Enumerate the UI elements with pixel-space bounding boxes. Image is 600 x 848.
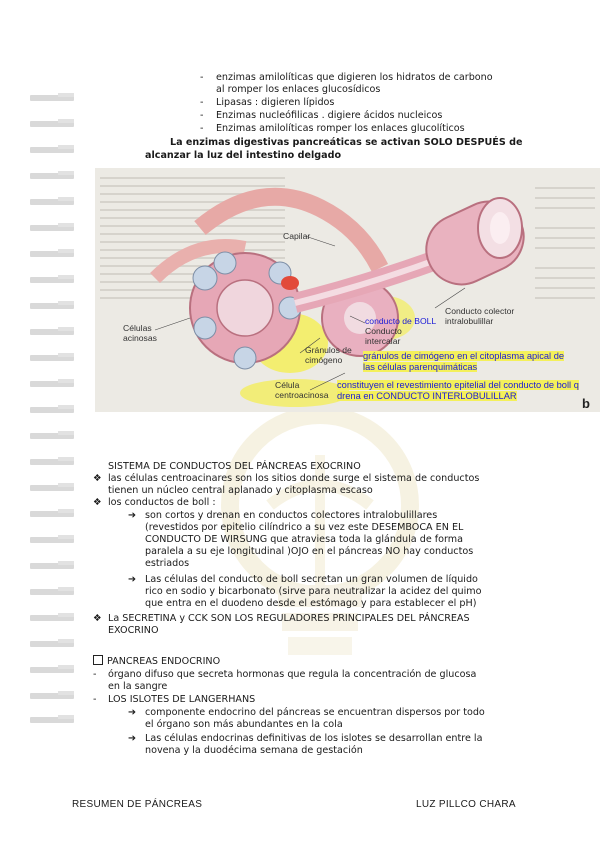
islotes-sub-1-line-2: el órgano son más abundantes en la cola [145,719,343,730]
boll-sub-1-line-4: paralela a su eje longitudinal )OJO en el páncreas NO hay conductos [145,546,474,557]
islotes-sub-1-line-1: componente endocrino del páncreas se encuentran dispersos por todo [145,707,485,718]
boll-sub-1-line-3: CONDUCTO DE WIRSUNG que atraviesa toda la glándula de forma [145,534,464,545]
arrow-right-icon: ➔ [128,574,137,585]
label-celula-centroacinosa: Célula centroacinosa [275,380,329,400]
dash-marker: - [200,123,204,134]
islotes-sub-2-line-1: Las células endocrinas definitivas de los islotes se desarrollan entre la [145,733,483,744]
note-line-1: La enzimas digestivas pancreáticas se activan SOLO DESPUÉS de [170,137,523,148]
dash-marker: - [93,694,97,705]
boll-sub-1-line-2: (revestidos por epitelio cilíndrico a su vez este DESEMBOCA EN EL [145,522,464,533]
boll-sub-2-line-2: rico en sodio y bicarbonato (sirve para neutralizar la acidez del quimo [145,586,482,597]
annotation-granulos-line-2: las células parenquimáticas [363,362,478,372]
dash-marker: - [93,669,97,680]
arrow-right-icon: ➔ [128,733,137,744]
label-conducto-intercalar: Conducto intercalar [365,326,402,346]
endocrino-item-1-line-2: en la sangre [108,681,168,692]
figure-panel-letter: b [582,396,590,411]
boll-sub-2-line-1: Las células del conducto de boll secretan un gran volumen de líquido [145,574,478,585]
top-list-item-3: Enzimas nucleófilicas . digiere ácidos nucleicos [216,110,443,121]
exocrino-bullet-1-line-1: las células centroacinares son los sitios donde surge el sistema de conductos [108,473,480,484]
section-title-exocrino: SISTEMA DE CONDUCTOS DEL PÁNCREAS EXOCRINO [108,461,361,472]
label-conducto-boll: conducto de BOLL [365,316,437,326]
diamond-bullet-icon: ❖ [93,473,102,484]
top-list-item-4: Enzimas amilolíticas romper los enlaces glucolíticos [216,123,465,134]
diamond-bullet-icon: ❖ [93,613,102,624]
islotes-sub-2-line-2: novena y la duodécima semana de gestación [145,745,363,756]
exocrino-bullet-3-line-1: La SECRETINA y CCK SON LOS REGULADORES PRINCIPALES DEL PÁNCREAS [108,613,470,624]
dash-marker: - [200,72,204,83]
arrow-right-icon: ➔ [128,707,137,718]
annotation-granulos-line-1: gránulos de cimógeno en el citoplasma apical de [363,351,565,361]
label-conducto-colector: Conducto colector intralobulillar [445,306,515,326]
label-celulas-acinosas: Células acinosas [123,323,157,343]
exocrino-bullet-2: los conductos de boll : [108,497,216,508]
footer-right: LUZ PILLCO CHARA [416,799,516,810]
label-capilar: Capilar [283,231,311,241]
exocrino-bullet-1-line-2: tienen un núcleo central aplanado y citoplasma escaso [108,485,373,496]
exocrino-bullet-3-line-2: EXOCRINO [108,625,159,636]
footer-left: RESUMEN DE PÁNCREAS [72,799,203,810]
acinus-illustration [95,168,600,412]
dash-marker: - [200,97,204,108]
endocrino-item-1-line-1: órgano difuso que secreta hormonas que regula la concentración de glucosa [108,669,477,680]
boll-sub-2-line-3: que entra en el duodeno desde el estómago y para establecer el pH) [145,598,477,609]
annotation-epitelial-line-1: constituyen el revestimiento epitelial del conducto de boll q [337,380,579,390]
label-granulos: Gránulos de cimógeno [305,345,352,365]
notebook-margin-marks [30,95,80,725]
note-line-2: alcanzar la luz del intestino delgado [145,150,342,161]
top-list-item-2: Lipasas : digieren lípidos [216,97,335,108]
boll-sub-1-line-1: son cortos y drenan en conductos colectores intralobulillares [145,510,438,521]
section-title-endocrino [93,655,220,668]
annotation-epitelial-line-2: drena en CONDUCTO INTERLOBULILLAR [337,391,517,401]
endocrino-item-2: LOS ISLOTES DE LANGERHANS [108,694,256,705]
pancreas-acinus-figure [95,168,600,412]
top-list-item-1-cont: al romper los enlaces glucosídicos [216,84,381,95]
top-list-item-1: enzimas amilolíticas que digieren los hidratos de carbono [216,72,493,83]
diamond-bullet-icon: ❖ [93,497,102,508]
boll-sub-1-line-5: estriados [145,558,190,569]
checkbox-icon [93,655,103,665]
dash-marker: - [200,110,204,121]
arrow-right-icon: ➔ [128,510,137,521]
section-title-endocrino-text: PANCREAS ENDOCRINO [107,656,221,667]
